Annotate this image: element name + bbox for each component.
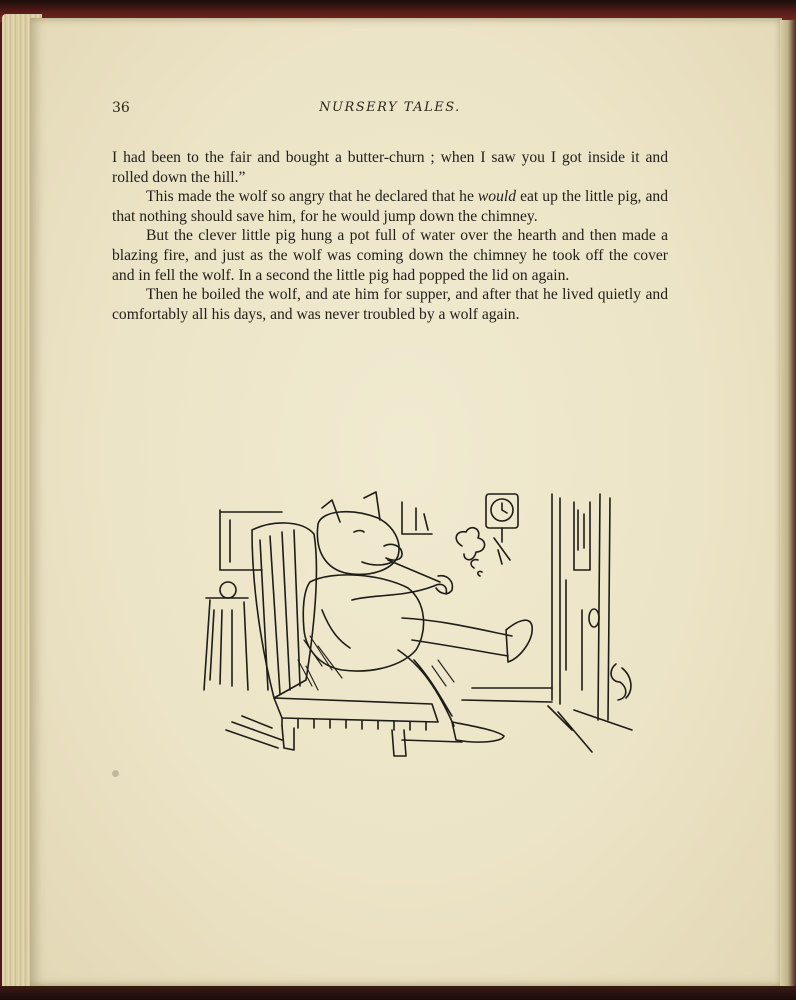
paragraph-4 [112,285,668,324]
running-title: NURSERY TALES. [319,100,461,115]
pig-leg-lower [398,650,454,726]
pig-arm [352,584,446,600]
page-number: 36 [112,100,130,116]
book-cover-bottom-edge [0,986,796,1000]
paragraph-4-text: Then he boiled the wolf, and ate him for supper, and after that he lived quietly and comfortably all his days, and was never troubled by a wolf again. [112,286,668,323]
body-text [112,148,668,324]
floor-shadow [226,716,462,748]
pig-ear-left [322,500,340,522]
armchair-back [252,523,316,698]
pig-head [317,512,399,575]
pig-slipper-raised [506,620,532,662]
clock-pendulum [494,528,510,564]
pig-front-arm [322,610,350,648]
smoke-puffs [456,528,484,576]
wall-frame [402,502,432,534]
pig-in-armchair-illustration [202,490,642,770]
illustration-drawing [202,490,642,770]
pig-leg-raised [402,618,512,656]
pig-slipper-lower [452,722,504,742]
pipe-stem [388,560,440,582]
door-knob [589,609,599,627]
paragraph-3 [112,226,668,285]
pig-eye [354,531,364,533]
paragraph-3-text: But the clever little pig hung a pot full of water over the hearth and then made a blazing fire, and just as the wolf was coming down the chimney he took off the cover and in fell the wolf. In a second the little pig had popped the lid on again. [112,227,668,284]
paragraph-1 [112,148,668,187]
running-head [112,100,668,122]
table-ornament [220,582,236,598]
armchair-seat [274,698,438,722]
page-smudge [112,770,119,777]
paragraph-2-emphasis: would [477,188,517,206]
armchair-legs [282,726,406,756]
armchair-back-stripes [260,530,300,694]
paragraph-2-text: This made the wolf so angry that he declared that he [146,188,478,206]
door-panel-lines [566,510,584,690]
door-frame [552,494,610,720]
paragraph-2-text-after: eat up the little pig, and that nothing should save him, for he would jump down the chimney. [112,188,668,225]
paragraph-1-text: I had been to the fair and bought a butter-churn ; when I saw you I got inside it and rolled down the hill.” [112,149,668,186]
pig-body [303,575,423,671]
page-right-edge [780,20,796,986]
floor-lines [462,668,632,752]
side-table [204,598,248,690]
paragraph-2 [112,187,668,226]
wall-panel [220,510,282,570]
pig-mouth [362,562,392,565]
clock-hands [502,503,507,513]
